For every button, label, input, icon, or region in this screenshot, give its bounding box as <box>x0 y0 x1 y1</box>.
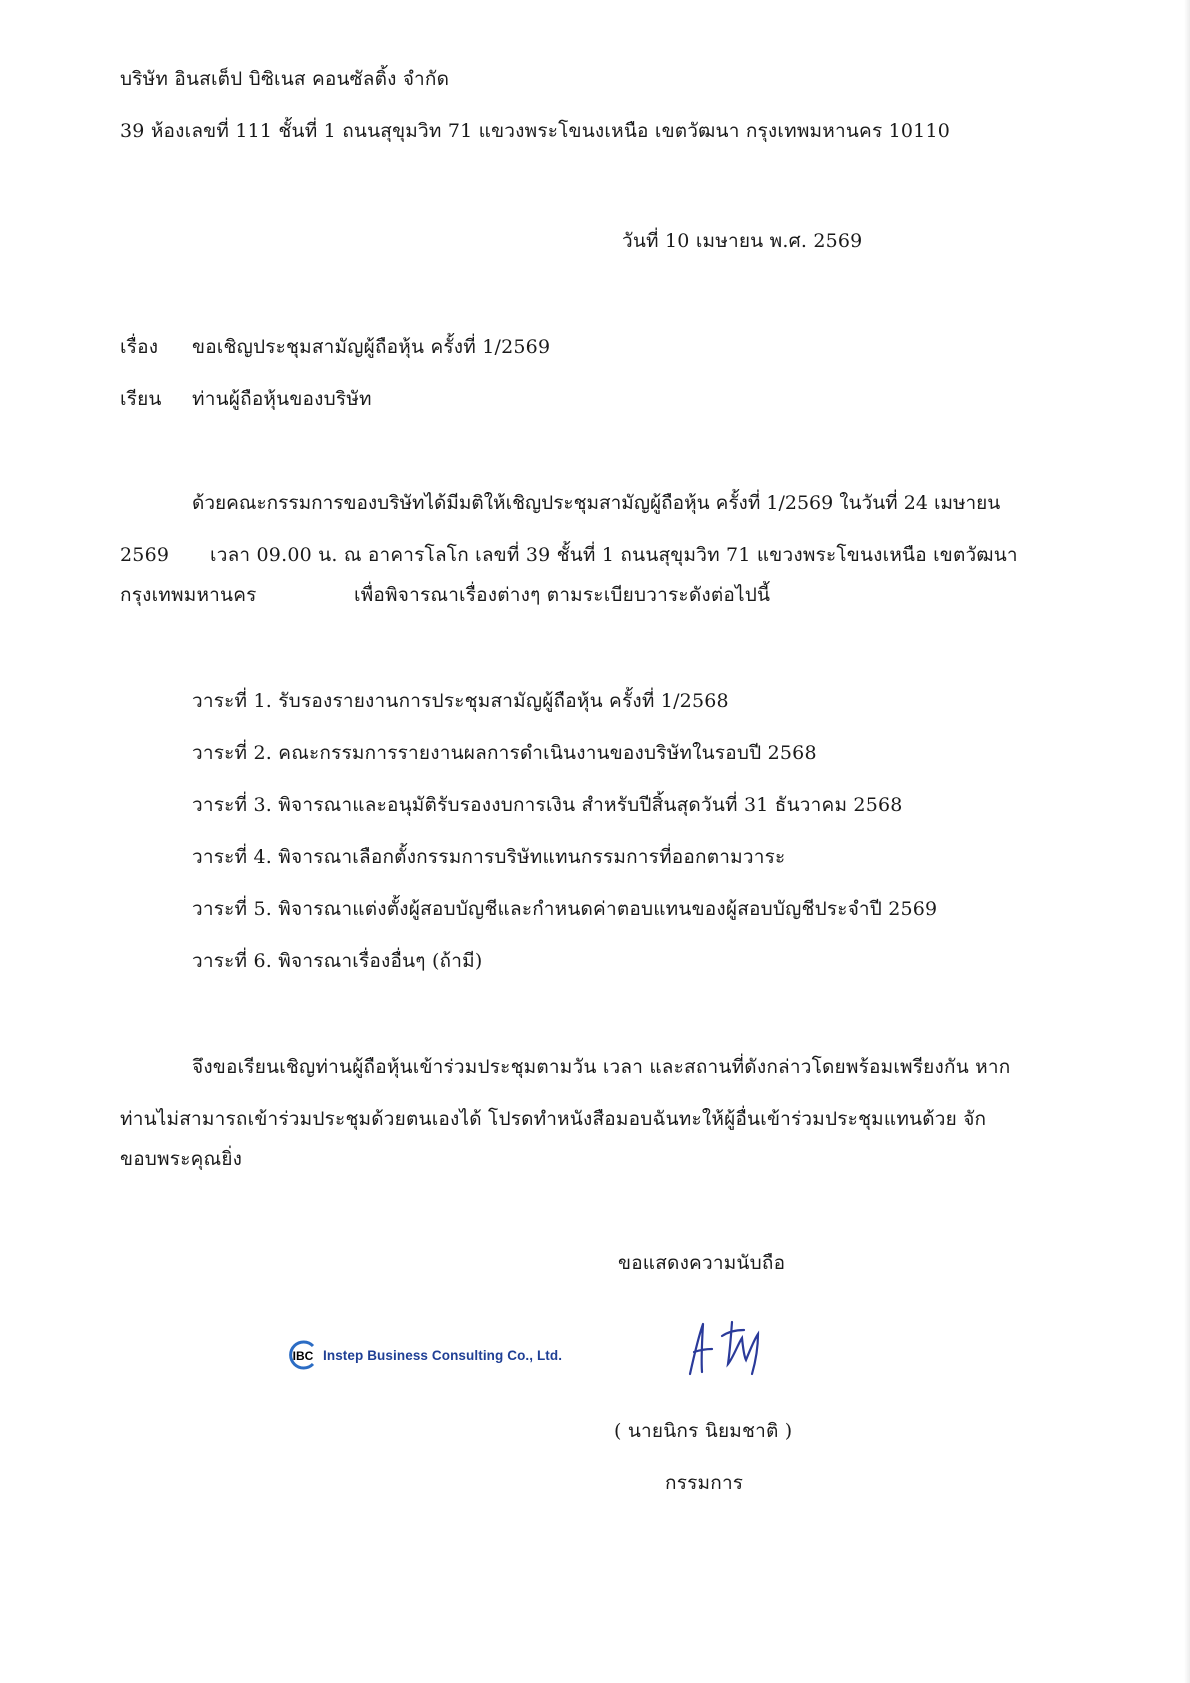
logo-text: Instep Business Consulting Co., Ltd. <box>323 1347 563 1363</box>
agenda-item-4: วาระที่ 4. พิจารณาเลือกตั้งกรรมการบริษัทแทนกรรมการที่ออกตามวาระ <box>192 846 786 868</box>
company-address: 39 ห้องเลขที่ 111 ชั้นที่ 1 ถนนสุขุมวิท 71 แขวงพระโขนงเหนือ เขตวัฒนา กรุงเทพมหานคร 10110 <box>120 120 951 142</box>
recipient-label: เรียน <box>120 388 162 410</box>
intro-line-2-year: 2569 <box>120 544 170 566</box>
agenda-item-6: วาระที่ 6. พิจารณาเรื่องอื่นๆ (ถ้ามี) <box>192 950 483 972</box>
intro-line-3-text: เพื่อพิจารณาเรื่องต่างๆ ตามระเบียบวาระดังต่อไปนี้ <box>354 584 771 606</box>
subject-text: ขอเชิญประชุมสามัญผู้ถือหุ้น ครั้งที่ 1/2569 <box>192 336 551 358</box>
agenda-item-5: วาระที่ 5. พิจารณาแต่งตั้งผู้สอบบัญชีและกำหนดค่าตอบแทนของผู้สอบบัญชีประจำปี 2569 <box>192 898 938 920</box>
logo-mark-text: IBC <box>292 1349 314 1363</box>
closing-line-3: ขอบพระคุณยิ่ง <box>120 1148 243 1170</box>
subject-label: เรื่อง <box>120 336 159 358</box>
agenda-item-3: วาระที่ 3. พิจารณาและอนุมัติรับรองงบการเงิน สำหรับปีสิ้นสุดวันที่ 31 ธันวาคม 2568 <box>192 794 903 816</box>
handwritten-signature <box>678 1316 788 1380</box>
closing-line-1: จึงขอเรียนเชิญท่านผู้ถือหุ้นเข้าร่วมประชุมตามวัน เวลา และสถานที่ดังกล่าวโดยพร้อมเพรียงกัน หาก <box>192 1056 1011 1078</box>
agenda-item-1: วาระที่ 1. รับรองรายงานการประชุมสามัญผู้ถือหุ้น ครั้งที่ 1/2568 <box>192 690 729 712</box>
intro-line-2-text: เวลา 09.00 น. ณ อาคารโลโก เลขที่ 39 ชั้นที่ 1 ถนนสุขุมวิท 71 แขวงพระโขนงเหนือ เขตวัฒนา <box>210 544 1018 566</box>
closing-line-2: ท่านไม่สามารถเข้าร่วมประชุมด้วยตนเองได้ โปรดทำหนังสือมอบฉันทะให้ผู้อื่นเข้าร่วมประชุมแทนด้วย จัก <box>120 1108 987 1130</box>
intro-line-1 <box>192 490 1036 516</box>
agenda-item-2: วาระที่ 2. คณะกรรมการรายงานผลการดำเนินงานของบริษัทในรอบปี 2568 <box>192 742 817 764</box>
ibc-logo-mark-icon <box>286 1338 320 1372</box>
recipient-text: ท่านผู้ถือหุ้นของบริษัท <box>192 388 372 410</box>
signatory-name: ( นายนิกร นิยมชาติ ) <box>614 1420 793 1442</box>
company-name: บริษัท อินสเต็ป บิซิเนส คอนซัลติ้ง จำกัด <box>120 68 450 90</box>
signatory-title: กรรมการ <box>665 1472 744 1494</box>
intro-line-1-text: ด้วยคณะกรรมการของบริษัทได้มีมติให้เชิญประชุมสามัญผู้ถือหุ้น ครั้งที่ 1/2569 ในวันที่ 24 เมษายน <box>192 492 1001 514</box>
page-edge-shadow <box>1184 0 1190 1683</box>
company-logo <box>286 1338 562 1372</box>
letter-date: วันที่ 10 เมษายน พ.ศ. 2569 <box>622 230 863 252</box>
sign-off: ขอแสดงความนับถือ <box>618 1252 786 1274</box>
intro-line-3-place: กรุงเทพมหานคร <box>120 584 257 606</box>
